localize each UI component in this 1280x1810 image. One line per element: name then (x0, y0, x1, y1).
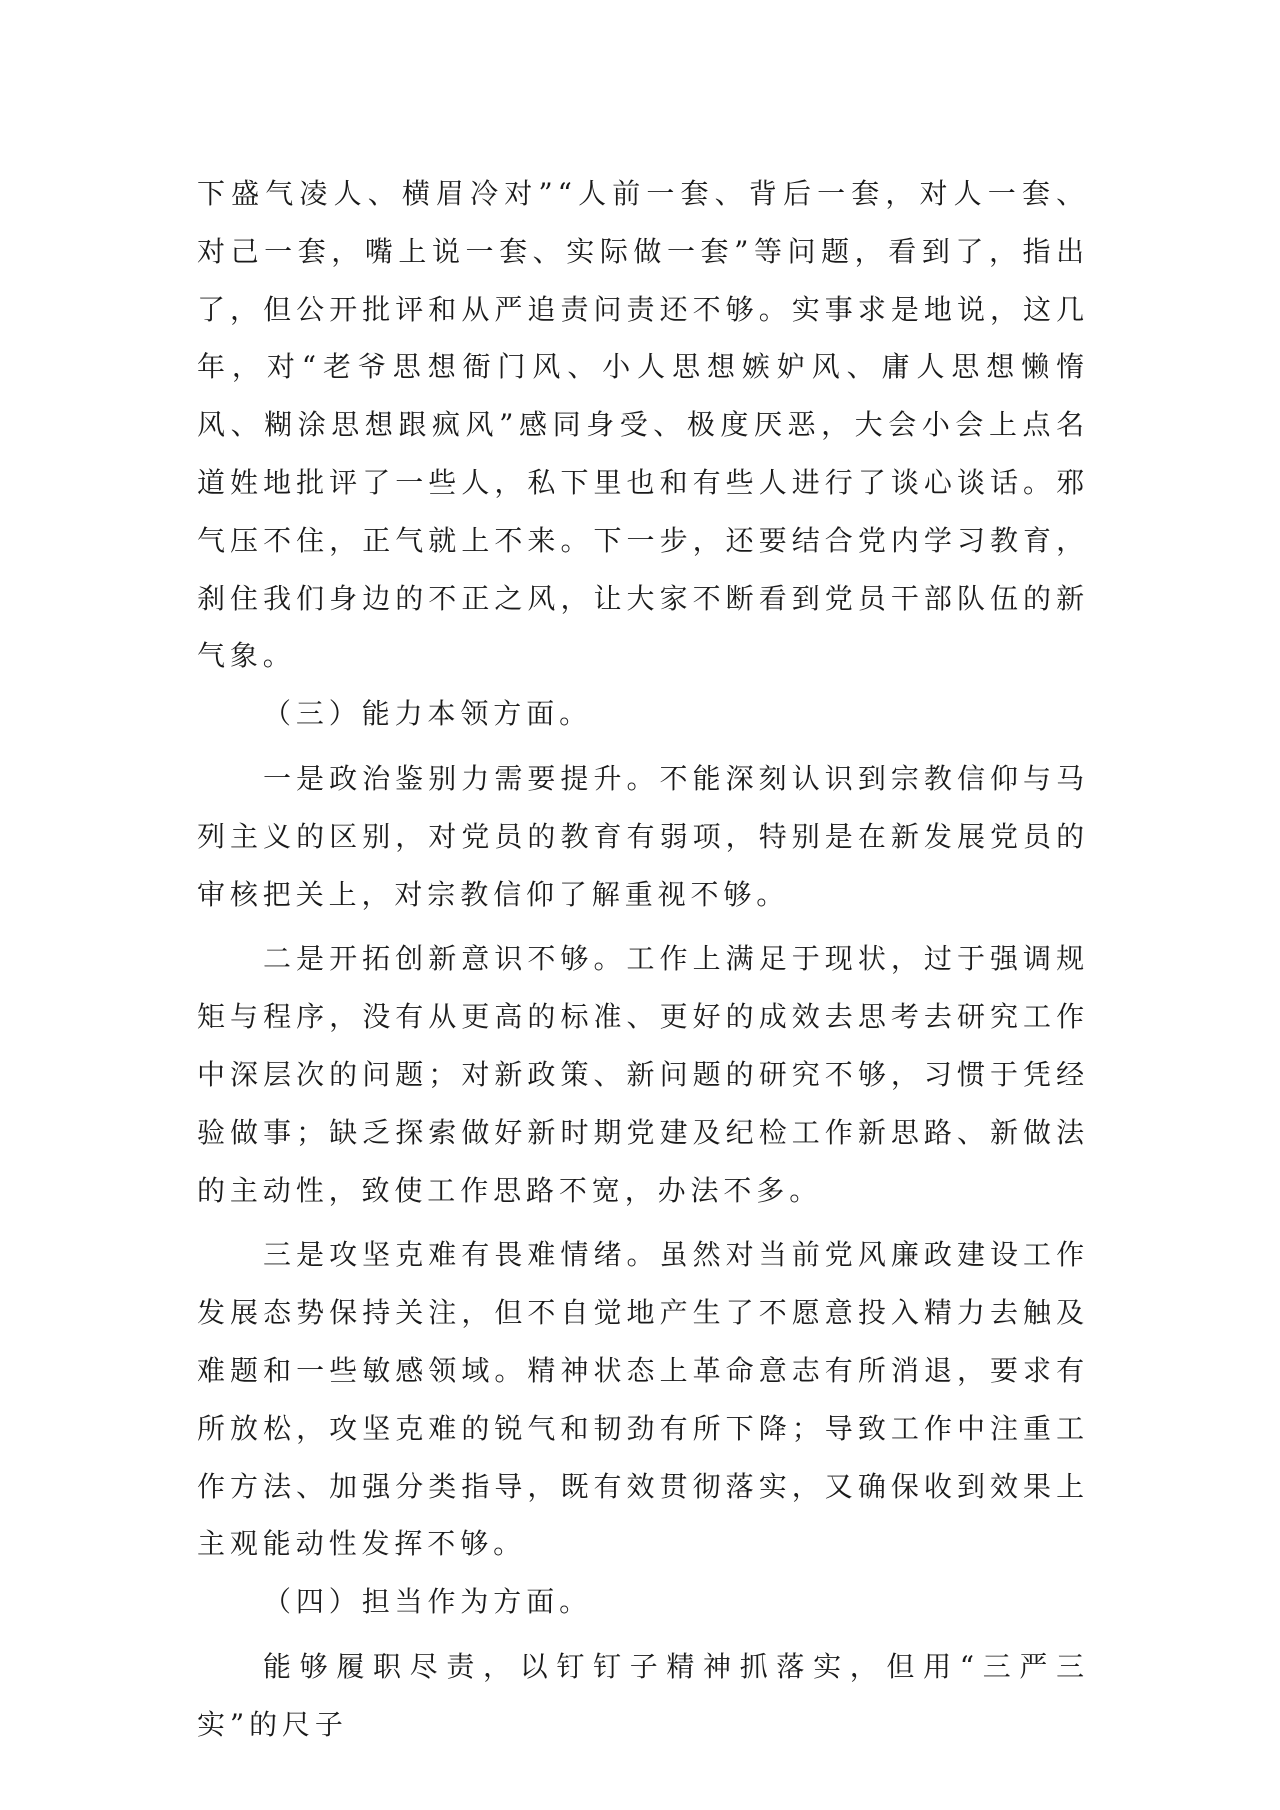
paragraph-political-discernment: 一是政治鉴别力需要提升。不能深刻认识到宗教信仰与马列主义的区别，对党员的教育有弱项，特别是在新发展党员的审核把关上，对宗教信仰了解重视不够。 (197, 761, 1089, 911)
paragraph-overcoming-difficulties: 三是攻坚克难有畏难情绪。虽然对当前党风廉政建设工作发展态势保持关注，但不自觉地产生了不愿意投入精力去触及难题和一些敏感领域。精神状态上革命意志有所消退，要求有所放松，攻坚克难的锐气和韧劲有所下降；导致工作中注重工作方法、加强分类指导，既有效贯彻落实，又确保收到效果上主观能动性发挥不够。 (197, 1238, 1089, 1561)
paragraph-continuation: 下盛气凌人、横眉冷对”“人前一套、背后一套，对人一套、对己一套，嘴上说一套、实际做一套”等问题，看到了，指出了，但公开批评和从严追责问责还不够。实事求是地说，这几年，对“老爷思想衙门风、小人思想嫉妒风、庸人思想懒惰风、糊涂思想跟疯风”感同身受、极度厌恶，大会小会上点名道姓地批评了一些人，私下里也和有些人进行了谈心谈话。邪气压不住，正气就上不来。下一步，还要结合党内学习教育，刹住我们身边的不正之风，让大家不断看到党员干部队伍的新气象。 (197, 177, 1089, 673)
section-heading-ability: （三）能力本领方面。 (263, 697, 593, 731)
paragraph-duty: 能够履职尽责，以钉钉子精神抓落实，但用“三严三实”的尺子 (197, 1649, 1089, 1741)
section-heading-responsibility: （四）担当作为方面。 (263, 1585, 593, 1619)
document-body (197, 165, 1089, 1754)
paragraph-innovation: 二是开拓创新意识不够。工作上满足于现状，过于强调规矩与程序，没有从更高的标准、更好的成效去思考去研究工作中深层次的问题；对新政策、新问题的研究不够，习惯于凭经验做事；缺乏探索做好新时期党建及纪检工作新思路、新做法的主动性，致使工作思路不宽，办法不多。 (197, 942, 1089, 1207)
